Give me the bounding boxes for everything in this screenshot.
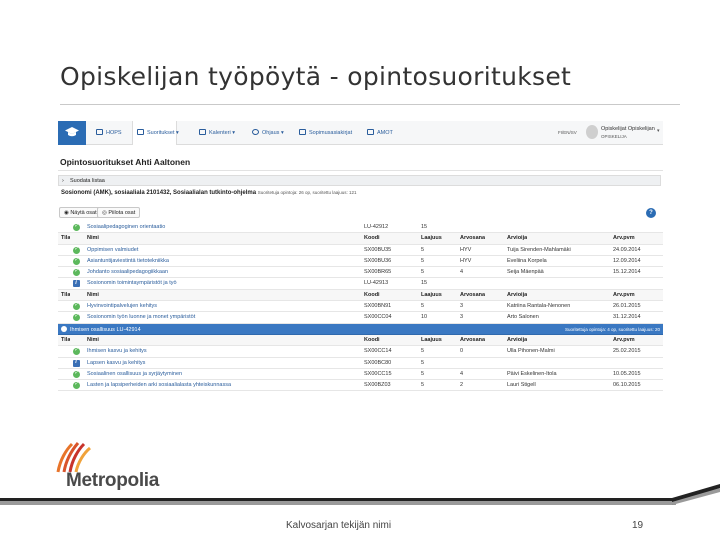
graduation-cap-icon [65, 127, 79, 138]
column-header-date[interactable]: Arv.pvm [613, 235, 635, 242]
lightbulb-icon [252, 129, 259, 135]
project-row[interactable] [58, 222, 663, 233]
document-icon [299, 129, 306, 135]
show-all-button[interactable] [59, 207, 102, 218]
filter-bar[interactable] [58, 175, 661, 186]
cell-code: SX00BZ03 [364, 382, 391, 389]
column-header-name[interactable]: Nimi [87, 291, 99, 298]
collapse-icon [61, 326, 67, 332]
completed-check-icon [73, 314, 80, 321]
section-meta: Suoritettuja opintoja: 4 op, suoritettu laajuus: 20 [564, 326, 660, 332]
course-row[interactable] [58, 245, 663, 256]
hide-all-button[interactable] [97, 207, 140, 218]
cell-name[interactable]: Oppimisen valmiudet [87, 246, 139, 253]
results-table [58, 222, 663, 391]
cell-code: SX00BC80 [364, 359, 392, 366]
eye-slash-icon: ◎ [102, 210, 109, 216]
column-header-assessor[interactable]: Arvioija [507, 291, 528, 298]
nav-suoritukset[interactable]: Suoritukset ▾ [137, 129, 179, 136]
cell-assessor: Lauri Stigell [507, 382, 536, 389]
completed-check-icon [73, 269, 80, 276]
page-heading: Opintosuoritukset Ahti Aaltonen [60, 157, 191, 167]
cell-code: SX00BN91 [364, 303, 392, 310]
cell-date: 26.01.2015 [613, 303, 641, 310]
language-switch[interactable]: FI/EN/SV [558, 130, 577, 135]
nav-sopimusasiakirjat[interactable] [299, 129, 352, 136]
help-icon[interactable]: ? [646, 208, 656, 218]
top-navigation [58, 121, 663, 145]
nav-hops-label: HOPS [106, 130, 122, 136]
cell-credits: 5 [421, 269, 425, 276]
cell-code: SX00BU35 [364, 246, 392, 253]
cell-date: 15.12.2014 [613, 269, 641, 276]
cell-grade: HYV [460, 257, 472, 264]
cell-name[interactable]: Hyvinvointipalvelujen kehitys [87, 303, 158, 310]
hide-all-label: Piilota osat [108, 210, 136, 216]
heading-divider [58, 170, 663, 171]
show-all-label: Näytä osat [70, 210, 97, 216]
cell-assessor: Katriina Rantala-Nenonen [507, 303, 571, 310]
column-header-status[interactable]: Tila [61, 235, 71, 242]
cell-grade: 4 [460, 370, 464, 377]
completed-check-icon [73, 382, 80, 389]
calendar-icon [199, 129, 206, 135]
cell-assessor: Tuija Sirenden-Mahlamäki [507, 246, 571, 253]
course-row[interactable] [58, 380, 663, 391]
chevron-down-icon[interactable]: ▾ [657, 128, 660, 134]
completed-check-icon [73, 224, 80, 231]
cell-name[interactable]: Asiantuntijaviestintä tietotekniikka [87, 257, 169, 264]
degree-name: Sosionomi (AMK), sosiaaliala 2101432, Sosiaalialan tutkinto-ohjelma [61, 190, 257, 196]
cell-date: 24.09.2014 [613, 246, 641, 253]
page-number: 19 [632, 520, 644, 531]
cell-grade: 3 [460, 303, 464, 310]
hops-icon [96, 129, 103, 135]
column-header-date[interactable]: Arv.pvm [613, 291, 635, 298]
course-row[interactable] [58, 256, 663, 267]
info-icon [73, 280, 80, 287]
cell-code: SX00BR65 [364, 269, 392, 276]
slide-title: Opiskelijan työpöytä - opintosuoritukset [60, 62, 572, 91]
eye-icon: ◉ [64, 210, 71, 216]
cell-code: SX00CC15 [364, 370, 392, 377]
cell-code: SX00BU36 [364, 257, 392, 264]
cell-grade: 4 [460, 269, 464, 276]
cell-credits: 5 [421, 382, 425, 389]
completed-check-icon [73, 303, 80, 310]
cell-credits: 15 [421, 224, 428, 230]
column-header-name[interactable]: Nimi [87, 235, 99, 242]
app-screenshot [58, 121, 663, 417]
cell-name[interactable]: Ihmisen kasvu ja kehitys [87, 348, 147, 355]
cell-credits: 5 [421, 303, 425, 310]
column-header-credits[interactable]: Laajuus [421, 336, 442, 343]
column-header-credits[interactable]: Laajuus [421, 291, 442, 298]
section-row[interactable] [58, 324, 663, 335]
cell-grade: 3 [460, 314, 464, 321]
column-header-date[interactable]: Arv.pvm [613, 336, 635, 343]
cell-name[interactable]: Sosiaalinen osallisuus ja syrjäytyminen [87, 370, 183, 377]
title-divider [60, 104, 680, 105]
table-header-row [58, 290, 663, 301]
column-header-status[interactable]: Tila [61, 291, 71, 298]
bar-chart-icon [137, 129, 144, 135]
cell-date: 12.09.2014 [613, 257, 641, 264]
cell-grade: HYV [460, 246, 472, 253]
cell-credits: 5 [421, 348, 425, 355]
cell-name[interactable]: Sosionomin työn luonne ja monet ympäristöt [87, 314, 196, 321]
cell-assessor: Seija Mäenpää [507, 269, 544, 276]
cell-date: 10.05.2015 [613, 370, 641, 377]
cell-code: LU-42913 [364, 280, 389, 287]
degree-meta: Suoritetuja opintoja: 26 op, suoritettu laajuus: 121 [257, 190, 357, 195]
column-header-code[interactable]: Koodi [364, 336, 380, 343]
cell-grade: 2 [460, 382, 464, 389]
column-header-code[interactable]: Koodi [364, 291, 380, 298]
column-header-name[interactable]: Nimi [87, 336, 99, 343]
cell-code: SX00CC04 [364, 314, 392, 321]
completed-check-icon [73, 247, 80, 254]
nav-sopimus-label: Sopimusasiakirjat [309, 130, 353, 136]
cell-date: 06.10.2015 [613, 382, 641, 389]
column-header-status[interactable]: Tila [61, 336, 71, 343]
cell-credits: 5 [421, 257, 425, 264]
cell-date: 31.12.2014 [613, 314, 641, 321]
course-row[interactable] [58, 301, 663, 312]
section-title [61, 326, 141, 333]
footer-wedge-decoration [672, 484, 720, 506]
table-header-row [58, 233, 663, 244]
degree-title [61, 190, 357, 196]
nav-kalenteri-label: Kalenteri [209, 130, 231, 136]
chevron-right-icon: › [62, 178, 64, 184]
nav-amot[interactable] [367, 129, 393, 136]
nav-ohjaus[interactable]: Ohjaus ▾ [252, 129, 284, 136]
cell-assessor: Päivi Eskelinen-Itola [507, 370, 557, 377]
completed-check-icon [73, 371, 80, 378]
cell-code: SX00CC14 [364, 348, 392, 355]
cell-credits: 5 [421, 359, 425, 366]
column-header-assessor[interactable]: Arvioija [507, 336, 528, 343]
user-name[interactable]: Opiskelijat Opiskelijan [601, 126, 655, 132]
nav-kalenteri[interactable]: Kalenteri ▾ [199, 129, 235, 136]
cell-name[interactable]: Johdanto sosiaalipedagogiikkaan [87, 269, 169, 276]
filter-link[interactable]: Suodata listaa [70, 178, 105, 184]
column-header-grade[interactable]: Arvosana [460, 336, 486, 343]
info-icon [73, 360, 80, 367]
avatar[interactable] [586, 125, 598, 139]
course-row[interactable] [58, 358, 663, 369]
nav-hops[interactable] [96, 129, 122, 136]
column-header-grade[interactable]: Arvosana [460, 235, 486, 242]
table-header-row [58, 335, 663, 346]
footer-rule-shadow [0, 501, 676, 505]
footer-author: Kalvosarjan tekijän nimi [286, 520, 392, 531]
cell-credits: 5 [421, 246, 425, 253]
section-title-text: Ihmisen osallisuus LU-42914 [70, 326, 141, 333]
column-header-grade[interactable]: Arvosana [460, 291, 486, 298]
cell-credits: 10 [421, 314, 428, 321]
cell-name[interactable]: Lapsen kasvu ja kehitys [87, 359, 146, 366]
completed-check-icon [73, 258, 80, 265]
course-row[interactable] [58, 346, 663, 357]
home-logo[interactable] [58, 121, 86, 145]
cell-assessor: Eveliina Korpela [507, 257, 547, 264]
cell-credits: 5 [421, 370, 425, 377]
cell-assessor: Arto Salonen [507, 314, 539, 321]
cell-assessor: Ulla Pihonen-Malmi [507, 348, 555, 355]
column-header-assessor[interactable]: Arvioija [507, 235, 528, 242]
cell-name[interactable]: Sosiaalipedagoginen orientaatio [87, 224, 166, 230]
project-row[interactable] [58, 278, 663, 289]
cell-date: 25.02.2015 [613, 348, 641, 355]
completed-check-icon [73, 348, 80, 355]
course-row[interactable] [58, 267, 663, 278]
nav-amot-label: AMOT [377, 130, 393, 136]
column-header-code[interactable]: Koodi [364, 235, 380, 242]
column-header-credits[interactable]: Laajuus [421, 235, 442, 242]
folder-icon [367, 129, 374, 135]
metropolia-logo-text: Metropolia [66, 470, 160, 491]
cell-name[interactable]: Sosionomin toimintaympäristöt ja työ [87, 280, 177, 287]
cell-credits: 15 [421, 280, 428, 287]
nav-suoritukset-label: Suoritukset [147, 130, 175, 136]
cell-name[interactable]: Lasten ja lapsiperheiden arki sosiaalialasta yhteiskunnassa [87, 382, 232, 389]
course-row[interactable] [58, 312, 663, 323]
course-row[interactable] [58, 369, 663, 380]
user-role: OPISKELIJA [601, 134, 627, 139]
cell-grade: 0 [460, 348, 464, 355]
nav-ohjaus-label: Ohjaus [262, 130, 280, 136]
cell-code: LU-42912 [364, 224, 389, 230]
